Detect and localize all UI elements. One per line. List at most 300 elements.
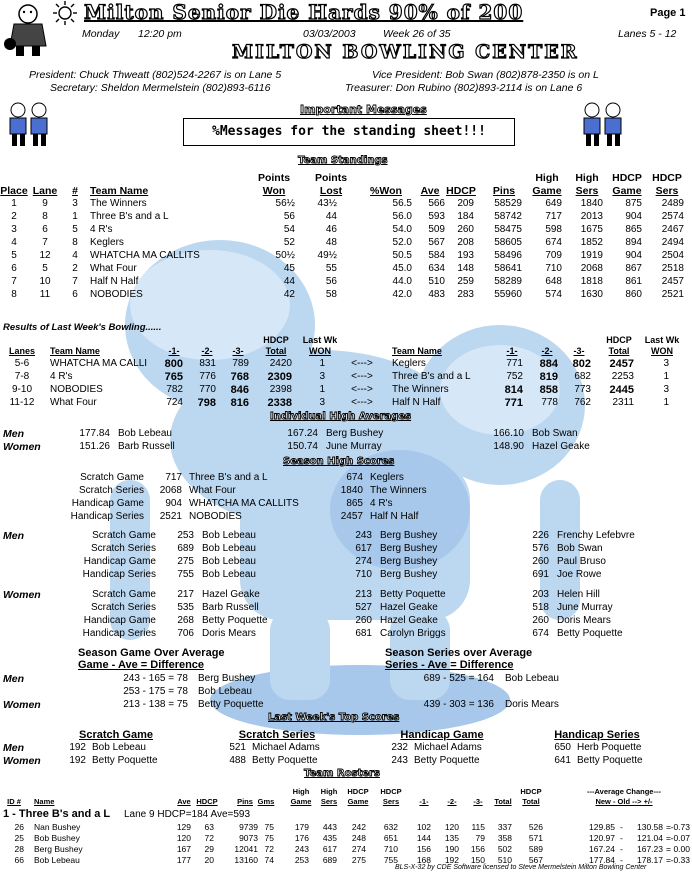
standings-cell: 6	[72, 289, 78, 300]
roster-cell: 12041	[234, 844, 258, 854]
bowler-name: Betty Poquette	[202, 615, 268, 626]
standings-cell: 56½	[275, 198, 295, 209]
standings-cell: 574	[545, 289, 562, 300]
column-header: Game	[612, 185, 642, 197]
difference: 243 - 165 = 78	[123, 673, 188, 684]
results-cell: 802	[572, 358, 591, 370]
roster-cell: 115	[471, 822, 485, 832]
standings-cell: 865	[625, 224, 642, 235]
standings-cell: 566	[428, 198, 445, 209]
bowler-name: Betty Poquette	[414, 755, 480, 766]
standings-cell: 1919	[580, 250, 603, 261]
standings-cell: 44	[283, 276, 295, 287]
results-cell: Keglers	[392, 358, 426, 369]
score-value: 576	[532, 543, 549, 554]
messages-box: %Messages for the standing sheet!!!	[183, 118, 515, 146]
column-header: Lost	[319, 185, 343, 197]
bowler-name: Doris Mears	[505, 699, 559, 710]
roster-cell: 632	[383, 822, 398, 832]
column-header: Game	[347, 797, 369, 806]
bowler-name: Bob Lebeau	[198, 686, 252, 697]
results-heading: Results of Last Week's Bowling......	[3, 322, 162, 333]
results-cell: 776	[199, 371, 216, 382]
standings-cell: 1818	[580, 276, 603, 287]
average-value: 166.10	[493, 428, 524, 439]
standings-cell: 52	[283, 237, 295, 248]
roster-cell: 589	[528, 844, 543, 854]
column-header: -3-	[232, 346, 244, 356]
standings-cell: 2	[72, 263, 78, 274]
standings-cell: 259	[457, 276, 474, 287]
column-header: HDCP	[380, 787, 402, 796]
roster-cell: 275	[351, 855, 366, 865]
roster-cell: 510	[497, 855, 512, 865]
category-label: Handicap Game	[83, 556, 156, 567]
standings-cell: Keglers	[90, 237, 124, 248]
column-header: High	[575, 172, 599, 184]
roster-cell: 689	[322, 855, 337, 865]
results-cell: 724	[166, 397, 183, 408]
standings-cell: 5	[72, 224, 78, 235]
standings-cell: 634	[428, 263, 445, 274]
score-value: 2068	[159, 485, 182, 496]
roster-cell: 710	[383, 844, 398, 854]
score-value: 518	[532, 602, 549, 613]
roster-cell: 129.85	[589, 822, 615, 832]
column-header: Won	[262, 185, 286, 197]
column-header: Total	[522, 797, 540, 806]
roster-cell: 243	[294, 844, 309, 854]
roster-cell: 130.58	[637, 822, 663, 832]
average-value: 151.26	[79, 441, 110, 452]
column-header: Ave	[177, 797, 191, 806]
day-label: Monday	[82, 28, 120, 40]
standings-cell: 8	[42, 211, 48, 222]
ind-high-avg-heading: Individual High Averages	[270, 411, 412, 422]
standings-cell: 7	[42, 237, 48, 248]
standings-cell: 6	[11, 263, 17, 274]
roster-cell: 167.23	[637, 844, 663, 854]
roster-cell: 167.24	[589, 844, 615, 854]
bowling-kids-right-icon	[578, 100, 628, 148]
column-header: Name	[34, 797, 55, 806]
standings-cell: 1	[11, 198, 17, 209]
standings-cell: 56.0	[392, 211, 412, 222]
standings-cell: 860	[625, 289, 642, 300]
standings-cell: 8	[72, 237, 78, 248]
score-value: 203	[532, 589, 549, 600]
results-cell: 2338	[267, 397, 292, 409]
standings-cell: 1852	[580, 237, 603, 248]
score-value: 717	[165, 472, 182, 483]
roster-cell: 177	[176, 855, 191, 865]
standings-cell: 55960	[494, 289, 522, 300]
column-header: Scratch Series	[238, 729, 316, 741]
standings-cell: 593	[428, 211, 445, 222]
results-cell: 819	[539, 371, 558, 383]
score-value: 232	[391, 742, 408, 753]
standings-cell: 5	[42, 263, 48, 274]
results-cell: 2457	[609, 358, 634, 370]
roster-cell: 129	[176, 822, 191, 832]
column-header: Team Name	[90, 185, 149, 197]
bowler-name: Herb Poquette	[577, 742, 642, 753]
bowler-name: Berg Bushey	[326, 428, 384, 439]
column-header: Sers	[382, 797, 400, 806]
bowler-name: Hazel Geake	[532, 441, 590, 452]
column-header: Points	[314, 172, 348, 184]
results-cell: NOBODIES	[50, 384, 103, 395]
results-cell: 771	[506, 358, 523, 369]
bowler-name: Bob Lebeau	[505, 673, 559, 684]
roster-cell: 242	[351, 822, 366, 832]
roster-cell: =	[666, 844, 671, 854]
score-value: 268	[177, 615, 194, 626]
roster-cell: 144	[416, 833, 431, 843]
roster-cell: 0.00	[673, 844, 690, 854]
results-cell: 5-6	[14, 358, 30, 369]
column-header: High	[292, 787, 310, 796]
results-cell: 3	[319, 371, 325, 382]
standings-cell: 4	[72, 250, 78, 261]
bowler-name: Bob Lebeau	[202, 530, 256, 541]
roster-cell: 526	[528, 822, 543, 832]
bowler-name: Bob Lebeau	[118, 428, 172, 439]
standings-cell: 50.5	[392, 250, 412, 261]
president-line: President: Chuck Thweatt (802)524-2267 is on Lane 5	[29, 69, 282, 81]
roster-cell: 75	[264, 833, 274, 843]
standings-cell: 861	[625, 276, 642, 287]
roster-cell: Bob Lebeau	[34, 855, 80, 865]
standings-cell: Three B's and a L	[90, 211, 169, 222]
column-header: Handicap Series	[554, 729, 640, 741]
results-cell: <--->	[351, 371, 373, 382]
roster-cell: 26	[14, 822, 24, 832]
column-header: High	[535, 172, 559, 184]
score-value: 253	[177, 530, 194, 541]
column-header: -2-	[541, 346, 553, 356]
standings-cell: 56.5	[392, 198, 412, 209]
standings-cell: Half N Half	[90, 276, 139, 287]
results-cell: 770	[199, 384, 216, 395]
column-header: Last Wk	[302, 335, 338, 345]
score-value: 243	[391, 755, 408, 766]
score-value: 260	[532, 615, 549, 626]
standings-cell: 1840	[580, 198, 603, 209]
results-cell: 846	[230, 384, 249, 396]
score-value: 865	[346, 498, 363, 509]
standings-cell: 58742	[494, 211, 522, 222]
bowler-name: Betty Poquette	[198, 699, 264, 710]
roster-cell: 75	[264, 822, 274, 832]
category-label: Handicap Series	[82, 569, 156, 580]
standings-cell: 46	[325, 224, 337, 235]
category-label: Handicap Series	[70, 511, 144, 522]
roster-cell: -0.73	[670, 822, 690, 832]
women-label: Women	[3, 441, 41, 453]
standings-cell: 184	[457, 211, 474, 222]
section-title: Season Game Over Average	[78, 647, 225, 659]
standings-cell: 567	[428, 237, 445, 248]
women-label: Women	[3, 699, 41, 711]
roster-cell: 179	[294, 822, 309, 832]
average-value: 148.90	[493, 441, 524, 452]
standings-cell: 894	[625, 237, 642, 248]
standings-cell: 710	[545, 263, 562, 274]
bowler-name: June Murray	[326, 441, 382, 452]
vice-president-line: Vice President: Bob Swan (802)878-2350 is on L	[372, 69, 599, 81]
column-header: HDCP	[446, 185, 476, 197]
bowler-name: Bob Lebeau	[202, 543, 256, 554]
bowler-name: Berg Bushey	[380, 530, 438, 541]
column-header: WON	[651, 346, 673, 356]
standings-cell: 54	[283, 224, 295, 235]
score-value: 706	[177, 628, 194, 639]
standings-cell: 875	[625, 198, 642, 209]
roster-cell: 567	[528, 855, 543, 865]
standings-cell: 1630	[580, 289, 603, 300]
column-header: New - Old --> +/-	[595, 797, 653, 806]
sun-icon	[52, 1, 78, 25]
bowler-name: Hazel Geake	[380, 602, 438, 613]
roster-cell: 358	[497, 833, 512, 843]
standings-cell: 509	[428, 224, 445, 235]
standings-cell: 4	[11, 237, 17, 248]
standings-cell: 2504	[661, 250, 684, 261]
results-cell: 682	[574, 371, 591, 382]
bowler-name: Barb Russell	[118, 441, 175, 452]
bowler-name: Berg Bushey	[198, 673, 256, 684]
standings-cell: 2	[11, 211, 17, 222]
roster-cell: 176	[294, 833, 309, 843]
standings-cell: 5	[11, 250, 17, 261]
column-header: Points	[257, 172, 291, 184]
results-cell: 2420	[269, 358, 292, 369]
league-title: Milton Senior Die Hards 90% of 200	[84, 0, 524, 24]
standings-cell: 9	[42, 198, 48, 209]
column-header: -1-	[419, 797, 429, 806]
bowler-logo-icon	[2, 2, 52, 57]
roster-cell: 63	[204, 822, 214, 832]
roster-cell: 755	[383, 855, 398, 865]
bowler-name: Betty Poquette	[577, 755, 643, 766]
center-name: MILTON BOWLING CENTER	[232, 41, 579, 63]
roster-cell: 28	[14, 844, 24, 854]
standings-cell: 55	[325, 263, 337, 274]
men-label: Men	[3, 742, 24, 754]
roster-cell: Bob Bushey	[34, 833, 80, 843]
score-value: 274	[355, 556, 372, 567]
standings-cell: 209	[457, 198, 474, 209]
roster-cell: 168	[416, 855, 431, 865]
bowler-name: Betty Poquette	[92, 755, 158, 766]
roster-cell: 9739	[239, 822, 258, 832]
standings-cell: 193	[457, 250, 474, 261]
men-label: Men	[3, 530, 24, 542]
column-header: Pins	[492, 185, 516, 197]
difference: 213 - 138 = 75	[123, 699, 188, 710]
bowler-name: Helen Hill	[557, 589, 600, 600]
standings-cell: WHATCHA MA CALLITS	[90, 250, 200, 261]
standings-cell: 42	[283, 289, 295, 300]
roster-cell: -	[620, 844, 623, 854]
bowler-name: Michael Adams	[252, 742, 320, 753]
column-header: Ave	[420, 185, 440, 197]
score-value: 521	[229, 742, 246, 753]
score-value: 260	[532, 556, 549, 567]
column-header: ---Average Change---	[587, 787, 661, 796]
standings-cell: 50½	[275, 250, 295, 261]
lanes-label: Lanes 5 - 12	[618, 28, 677, 40]
score-value: 681	[355, 628, 372, 639]
roster-cell: 74	[264, 855, 274, 865]
standings-cell: 260	[457, 224, 474, 235]
standings-cell: 44.0	[392, 276, 412, 287]
results-cell: 768	[230, 371, 249, 383]
results-cell: 1	[319, 358, 325, 369]
category-label: Handicap Game	[83, 615, 156, 626]
category-label: Scratch Series	[90, 602, 156, 613]
team-name: 4 R's	[370, 498, 393, 509]
roster-cell: 156	[416, 844, 431, 854]
roster-cell: 29	[204, 844, 214, 854]
standings-cell: What Four	[90, 263, 137, 274]
results-cell: 858	[539, 384, 558, 396]
season-high-heading: Season High Scores	[283, 456, 395, 467]
standings-cell: 52.0	[392, 237, 412, 248]
standings-cell: 648	[545, 276, 562, 287]
men-label: Men	[3, 428, 24, 440]
column-header: Last Wk	[644, 335, 680, 345]
standings-cell: 48	[325, 237, 337, 248]
column-header: Team Name	[50, 346, 100, 356]
week-label: Week 26 of 35	[383, 28, 451, 40]
roster-cell: 337	[497, 822, 512, 832]
standings-cell: 649	[545, 198, 562, 209]
women-label: Women	[3, 589, 41, 601]
standings-cell: 58496	[494, 250, 522, 261]
difference: 689 - 525 = 164	[423, 673, 494, 684]
column-header: HDCP	[196, 797, 218, 806]
column-header: Game	[290, 797, 312, 806]
results-cell: 2445	[609, 384, 634, 396]
column-header: HDCP	[612, 172, 642, 184]
bowler-name: Doris Mears	[557, 615, 611, 626]
standings-cell: 2068	[580, 263, 603, 274]
column-header: -2-	[447, 797, 457, 806]
results-cell: 771	[504, 397, 523, 409]
score-value: 755	[177, 569, 194, 580]
column-header: Gms	[257, 797, 275, 806]
standings-cell: 717	[545, 211, 562, 222]
score-value: 710	[355, 569, 372, 580]
category-label: Scratch Game	[92, 589, 156, 600]
column-header: HDCP	[652, 172, 682, 184]
results-cell: Half N Half	[392, 397, 441, 408]
standings-cell: 2013	[580, 211, 603, 222]
results-cell: 752	[506, 371, 523, 382]
standings-cell: 904	[625, 250, 642, 261]
standings-cell: 2518	[661, 263, 684, 274]
roster-cell: 177.84	[589, 855, 615, 865]
results-cell: What Four	[50, 397, 97, 408]
standings-cell: 3	[11, 224, 17, 235]
score-value: 192	[69, 755, 86, 766]
standings-cell: 2521	[661, 289, 684, 300]
bowler-name: Bob Swan	[557, 543, 603, 554]
standings-cell: 510	[428, 276, 445, 287]
time-label: 12:20 pm	[138, 28, 182, 40]
column-header: Team Name	[392, 346, 442, 356]
column-header: Sers	[655, 185, 679, 197]
roster-cell: 571	[528, 833, 543, 843]
score-value: 535	[177, 602, 194, 613]
bowler-name: Bob Lebeau	[202, 569, 256, 580]
bowler-name: Betty Poquette	[252, 755, 318, 766]
roster-cell: =	[666, 833, 671, 843]
standings-cell: 45	[283, 263, 295, 274]
section-title: Season Series over Average	[385, 647, 533, 659]
difference: 253 - 175 = 78	[123, 686, 188, 697]
score-value: 691	[532, 569, 549, 580]
standings-cell: 58289	[494, 276, 522, 287]
score-value: 641	[554, 755, 571, 766]
roster-cell: =	[666, 855, 671, 865]
column-header: -3-	[473, 797, 483, 806]
bowling-kids-left-icon	[4, 100, 54, 148]
column-header: -1-	[168, 346, 180, 356]
results-cell: 3	[663, 358, 669, 369]
standings-cell: 44	[325, 211, 337, 222]
results-cell: 7-8	[14, 371, 30, 382]
roster-cell: Nan Bushey	[34, 822, 81, 832]
standings-cell: NOBODIES	[90, 289, 143, 300]
score-value: 226	[532, 530, 549, 541]
standings-cell: 11	[39, 289, 51, 300]
standings-cell: 709	[545, 250, 562, 261]
standings-cell: 3	[72, 198, 78, 209]
column-header: Lanes	[8, 346, 35, 356]
standings-cell: 904	[625, 211, 642, 222]
roster-cell: 72	[204, 833, 214, 843]
results-cell: 765	[164, 371, 183, 383]
bowler-name: Hazel Geake	[202, 589, 260, 600]
roster-cell: 192	[444, 855, 459, 865]
results-cell: WHATCHA MA CALLI	[50, 358, 148, 369]
team-label: 1 - Three B's and a L	[3, 808, 111, 820]
roster-cell: Berg Bushey	[34, 844, 83, 854]
roster-cell: 135	[444, 833, 459, 843]
column-header: HDCP	[606, 335, 632, 345]
column-header: WON	[309, 346, 331, 356]
results-cell: 782	[166, 384, 183, 395]
secretary-line: Secretary: Sheldon Mermelstein (802)893-6116	[50, 82, 271, 94]
results-cell: 2311	[612, 397, 634, 408]
standings-cell: 4 R's	[90, 224, 113, 235]
results-cell: 778	[541, 397, 558, 408]
results-cell: 762	[574, 397, 591, 408]
roster-cell: 443	[322, 822, 337, 832]
results-cell: 2253	[611, 371, 634, 382]
roster-cell: 79	[475, 833, 485, 843]
column-header: Game	[532, 185, 562, 197]
column-header: Total	[494, 797, 512, 806]
standings-cell: 2457	[661, 276, 684, 287]
column-header: Sers	[575, 185, 599, 197]
bowler-name: Berg Bushey	[380, 569, 438, 580]
standings-cell: 56	[283, 211, 295, 222]
column-header: Place	[0, 185, 28, 197]
